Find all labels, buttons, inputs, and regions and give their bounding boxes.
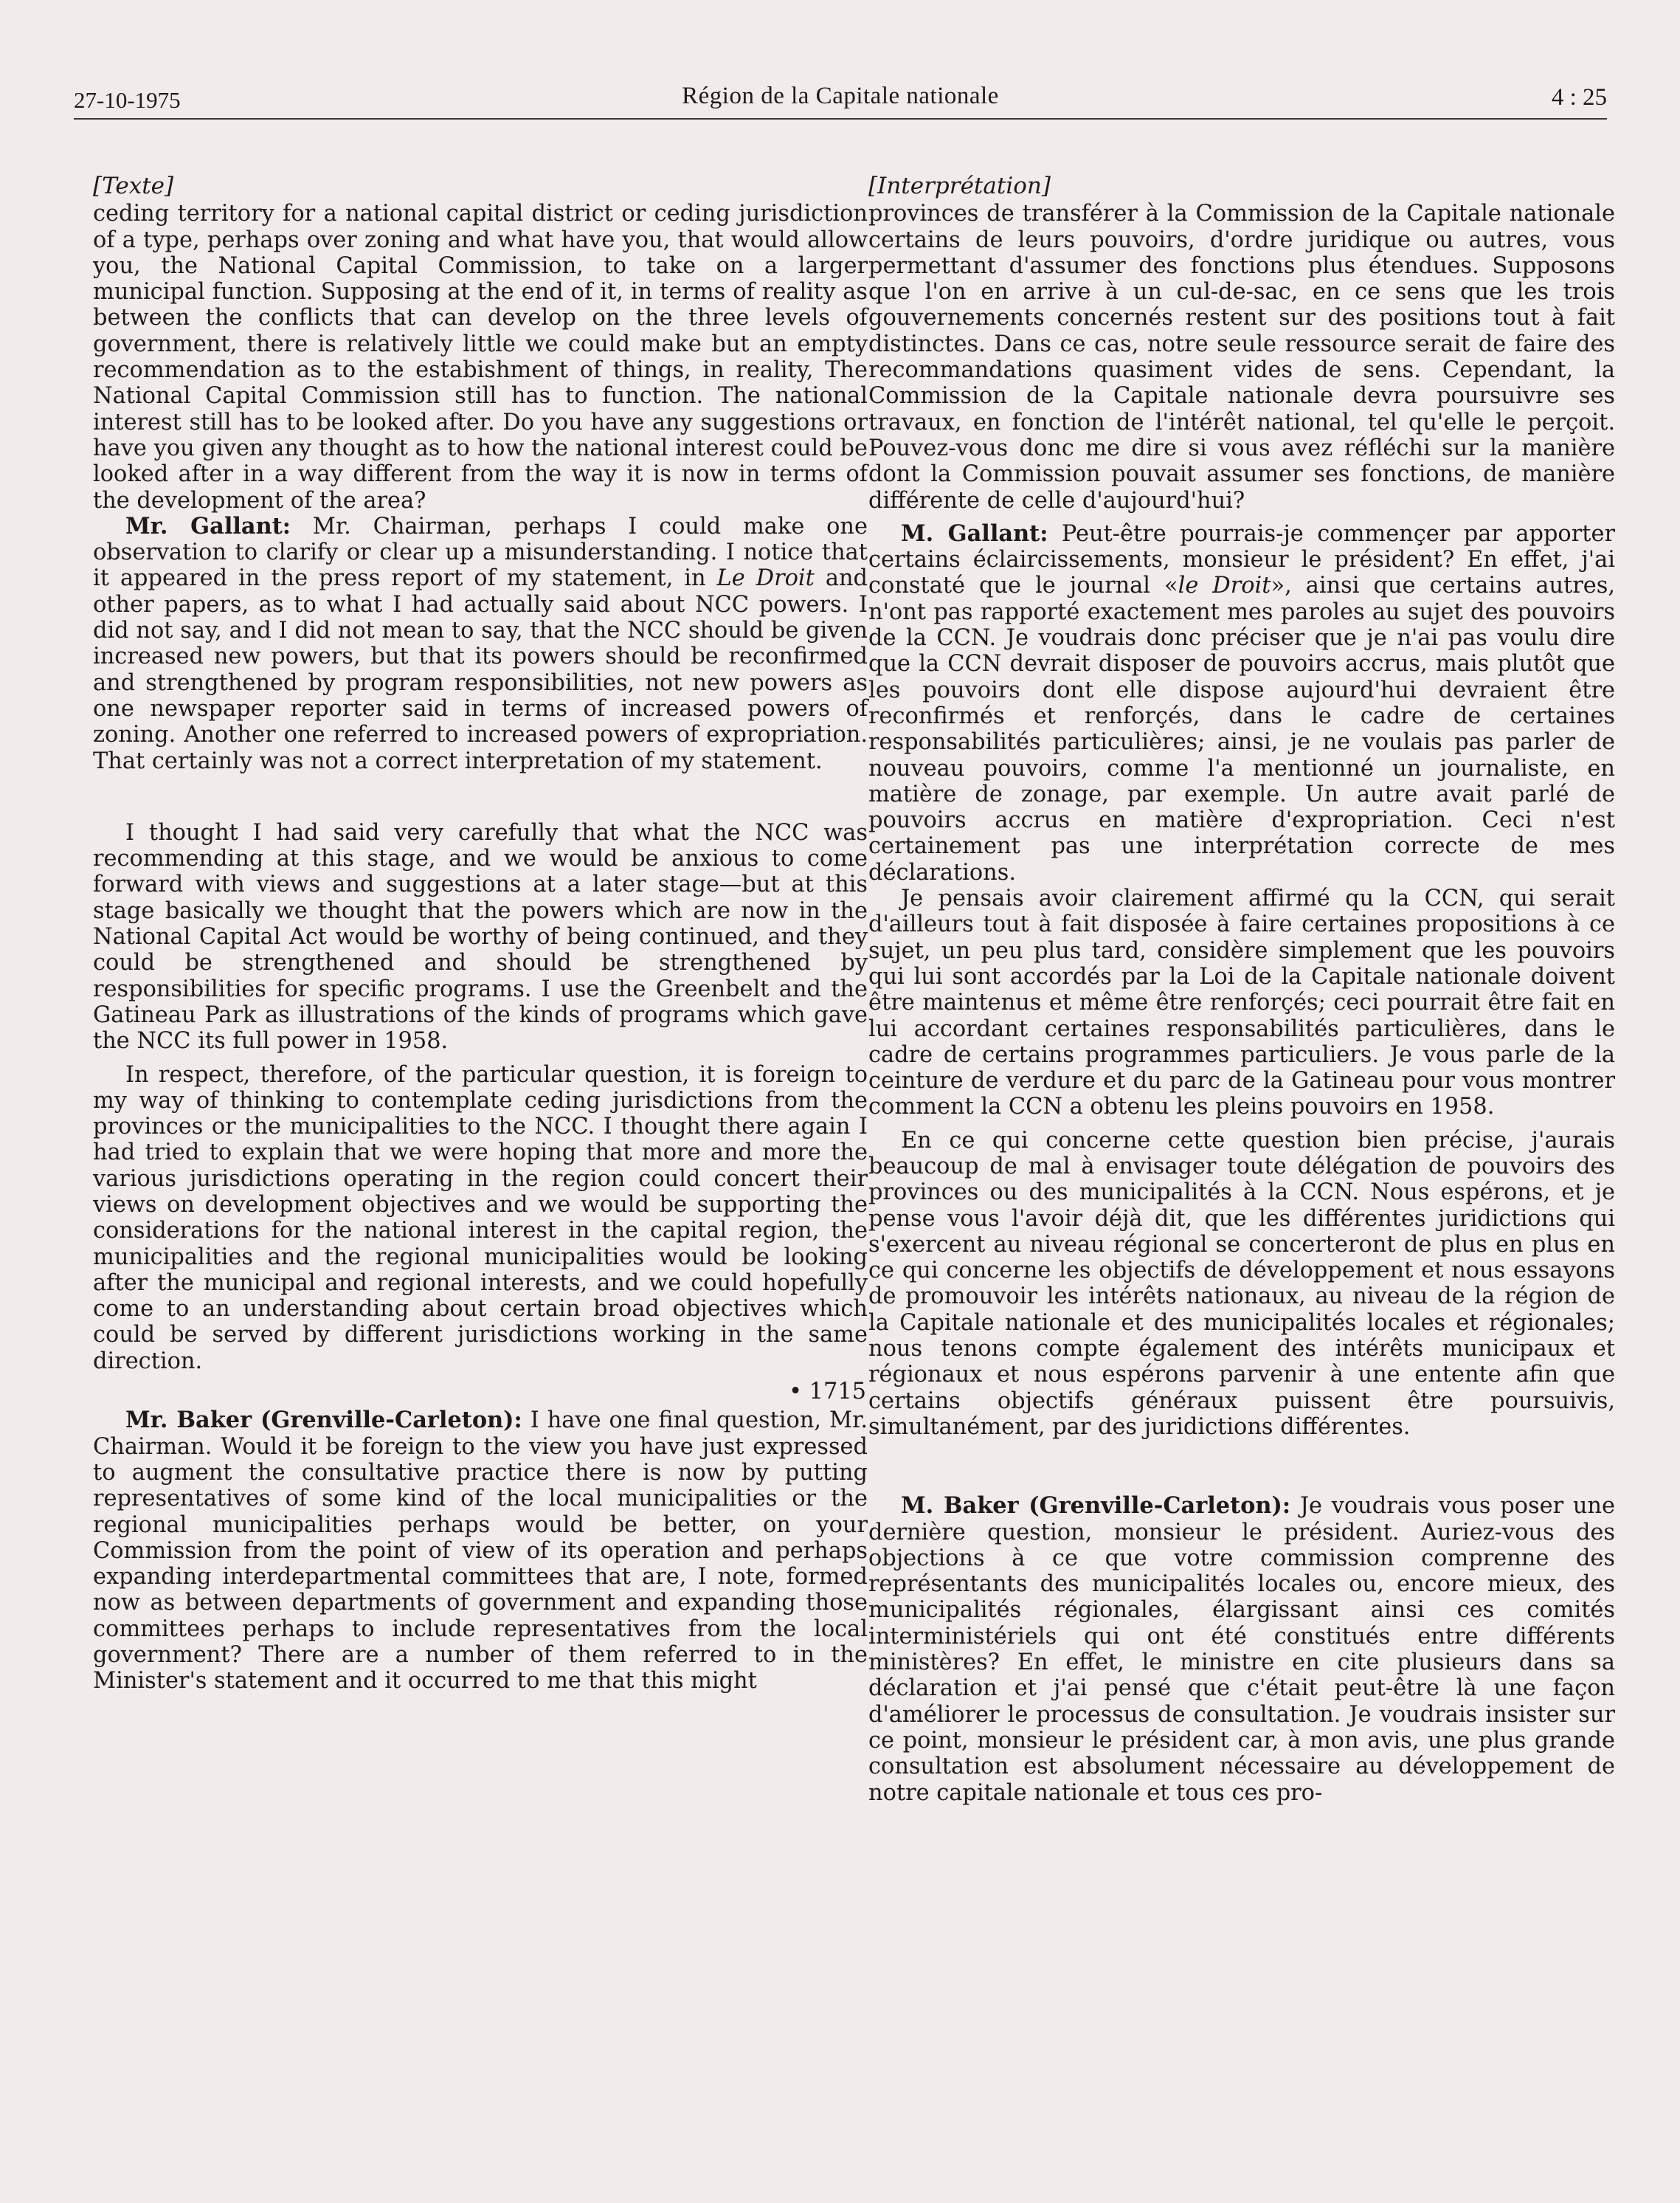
paragraph: ceding territory for a national capital district or ceding jurisdiction of a type, perhaps over zoning and what have you, that would allow you, the National Capital Commission, to take on a larger municipal function. Supposing at the end of it, in terms of reality as between the conflicts that can develop on the three levels of government, there is relatively little we could make but an empty recommendation as to the estabishment of things, in reality, The National Capital Commission still has to function. The national interest still has to be looked after. Do you have any suggestions or have you given any thought as to how the national interest could be looked after in a way different from the way it is now in terms of the development of the area? (93, 201, 868, 514)
right-column-french (868, 173, 1615, 1806)
header-title: Région de la Capitale nationale (682, 83, 999, 109)
paragraph: Je pensais avoir clairement affirmé qu la CCN, qui serait d'ailleurs tout à fait disposée à faire certaines propositions à ce sujet, un peu plus tard, considère simplement que les pouvoirs qui lui sont accordés par la Loi de la Capitale nationale doivent être maintenus et même être renforçés; ceci pourrait être fait en lui accordant certaines responsabilités particulières, dans le cadre de certains programmes particuliers. Je vous parle de la ceinture de verdure et du parc de la Gatineau pour vous montrer comment la CCN a obtenu les pleins pouvoirs en 1958. (868, 886, 1615, 1120)
paragraph-text: », ainsi que certains autres, n'ont pas rapporté exactement mes paroles au sujet des pouvoirs de la CCN. Je voudrais donc préciser que je n'ai pas voulu dire que la CCN devrait disposer de pouvoirs accrus, mais plutôt que les pouvoirs dont elle dispose aujourd'hui devraient être reconfirmés et renforçés, dans le cadre de certaines responsabilités particulières; ainsi, je ne voulais pas parler de nouveau pouvoirs, comme l'a mentionné un journaliste, en matière de zonage, par exemple. Un autre avait parlé de pouvoirs accrus en matière d'expropriation. Ceci n'est certainement pas une interprétation correcte de mes déclarations. (868, 573, 1615, 886)
paragraph (93, 1407, 868, 1694)
newspaper-name: Le Droit (716, 565, 815, 592)
left-column-english (93, 173, 868, 1695)
paragraph-text: I have one final question, Mr. Chairman. Would it be foreign to the view you have just expressed to augment the consultative practice there is now by putting representatives of some kind of the local municipalities or the regional municipalities perhaps would be better, on your Commission from the point of view of its operation and perhaps expanding interdepartmental committees that are, I note, formed now as between departments of government and expanding those committees perhaps to include representatives from the local government? There are a number of them referred to in the Minister's statement and it occurred to me that this might (93, 1407, 868, 1695)
paragraph-text: Je voudrais vous poser une dernière question, monsieur le président. Auriez-vous des objections à ce que votre commission comprenne des représentants des municipalités locales ou, encore mieux, des municipalités régionales, élargissant ainsi ces comités interministériels qui ont été constitués entre différents ministères? En effet, le ministre en cite plusieurs dans sa déclaration et j'ai pensé que c'était peut-être là une façon d'améliorer le processus de consultation. Je voudrais insister sur ce point, monsieur le président car, à mon avis, une plus grande consultation est absolument nécessaire au développement de notre capitale nationale et tous ces pro- (868, 1493, 1615, 1806)
time-stamp: • 1715 (789, 1379, 866, 1405)
paragraph: En ce qui concerne cette question bien précise, j'aurais beaucoup de mal à envisager toute délégation de pouvoirs des provinces ou des municipalités à la CCN. Nous espérons, et je pense vous l'avoir déjà dit, que les différentes juridictions qui s'exercent au niveau régional se concerteront de plus en plus en ce qui concerne les objectifs de développement et nous essayons de promouvoir les intérêts nationaux, au niveau de la région de la Capitale nationale et des municipalités locales et régionales; nous tenons compte également des intérêts municipaux et régionaux et nous espérons parvenir à une entente afin que certains objectifs généraux puissent être poursuivis, simultanément, par des juridictions différentes. (868, 1127, 1615, 1440)
speaker-name: Mr. Gallant: (125, 512, 291, 539)
speaker-name: M. Baker (Grenville-Carleton): (901, 1492, 1291, 1520)
speaker-name: Mr. Baker (Grenville-Carleton): (125, 1407, 522, 1434)
paragraph-text: Mr. Chairman, perhaps I could make one observation to clarify or clear up a misunderstanding. I notice that it appeared in the press report of my statement, in (93, 513, 868, 592)
paragraph: provinces de transférer à la Commission de la Capitale nationale certains de leurs pouvoirs, d'ordre juridique ou autres, vous permettant d'assumer des fonctions plus étendues. Supposons que l'on en arrive à un cul-de-sac, en ce sens que les trois gouvernements concernés restent sur des positions tout à fait distinctes. Dans ce cas, notre seule ressource serait de faire des recommandations quasiment vides de sens. Cependant, la Commission de la Capitale nationale devra poursuivre ses travaux, en fonction de l'intérêt national, tel qu'elle le perçoit. Pouvez-vous donc me dire si vous avez réfléchi sur la manière dont la Commission pouvait assumer ses fonctions, de manière différente de celle d'aujourd'hui? (868, 201, 1615, 514)
paragraph (868, 1493, 1615, 1806)
speaker-name: M. Gallant: (901, 520, 1048, 547)
paragraph-text: Peut-être pourrais-je commençer par apporter certains éclaircissements, monsieur le président? En effet, j'ai constaté que le journal « (868, 520, 1615, 599)
newspaper-name: le Droit (1178, 573, 1271, 599)
section-tag-texte: [Texte] (93, 173, 174, 199)
header-rule (74, 118, 1607, 120)
paragraph (868, 521, 1615, 886)
paragraph (93, 514, 868, 774)
header-page-number: 4 : 25 (1551, 84, 1607, 111)
page-header (74, 83, 1607, 117)
paragraph: In respect, therefore, of the particular question, it is foreign to my way of thinking to contemplate ceding jurisdictions from the provinces or the municipalities to the NCC. I thought there again I had tried to explain that we were hoping that more and more the various jurisdictions operating in the region could concert their views on development objectives and we would be supporting the considerations for the national interest in the capital region, the municipalities and the regional municipalities would be looking after the municipal and regional interests, and we could hopefully come to an understanding about certain broad objectives which could be served by different jurisdictions working in the same direction. (93, 1061, 868, 1374)
paragraph-text: and other papers, as to what I had actually said about NCC powers. I did not say, and I did not mean to say, that the NCC should be given increased new powers, but that its powers should be reconfirmed and strengthened by program responsibilities, not new powers as one newspaper reporter said in terms of increased powers of zoning. Another one referred to increased powers of expropriation. That certainly was not a correct interpretation of my statement. (93, 565, 868, 774)
header-date: 27-10-1975 (74, 87, 181, 113)
section-tag-interpretation: [Interprétation] (868, 173, 1051, 199)
paragraph: I thought I had said very carefully that what the NCC was recommending at this stage, and we would be anxious to come forward with views and suggestions at a later stage—but at this stage basically we thought that the powers which are now in the National Capital Act would be worthy of being continued, and they could be strengthened and should be strengthened by responsibilities for specific programs. I use the Greenbelt and the Gatineau Park as illustrations of the kinds of programs which gave the NCC its full power in 1958. (93, 819, 868, 1055)
